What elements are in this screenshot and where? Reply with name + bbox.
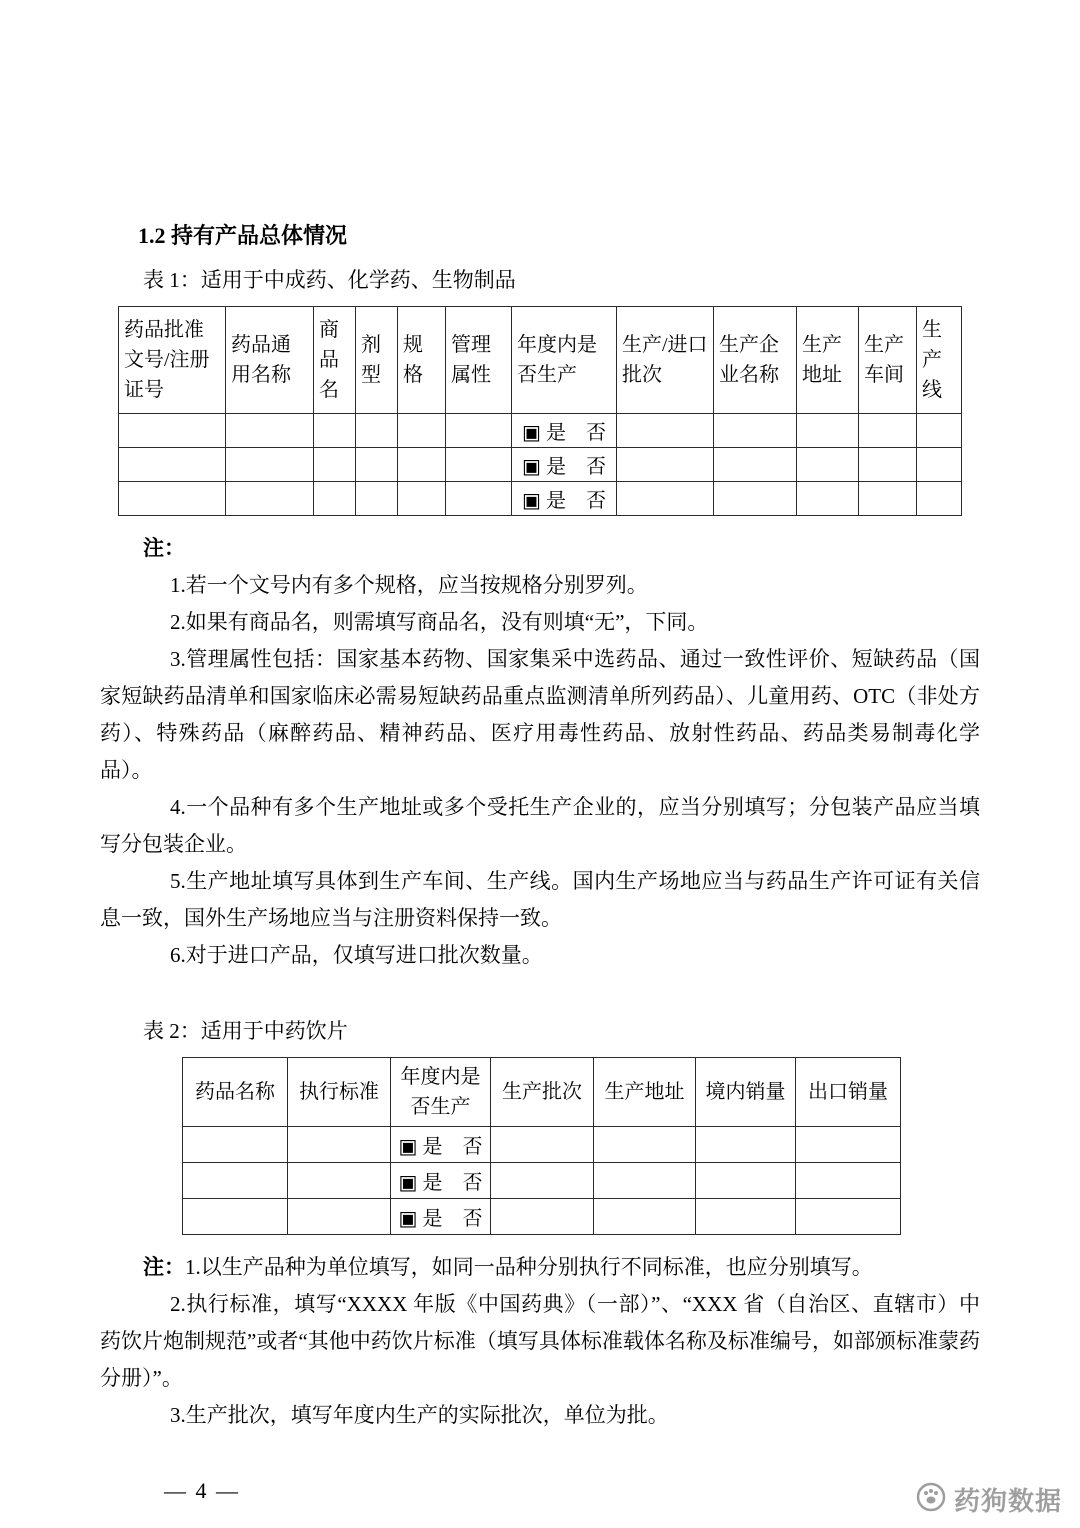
empty-cell — [226, 481, 314, 515]
empty-cell — [859, 447, 917, 481]
t1-header-production-address: 生产地址 — [797, 306, 859, 413]
produced-yes-no-checkbox: ▣ 是 否 — [391, 1127, 491, 1163]
produced-yes-no-checkbox: ▣ 是 否 — [391, 1163, 491, 1199]
empty-cell — [796, 1163, 901, 1199]
empty-cell — [859, 413, 917, 447]
table2-tcm-pieces — [182, 1057, 901, 1235]
empty-cell — [314, 481, 356, 515]
empty-cell — [356, 447, 398, 481]
table2-caption: 表 2：适用于中药饮片 — [143, 1018, 348, 1043]
watermark-text: 药狗数据 — [953, 1486, 1062, 1516]
empty-cell — [356, 413, 398, 447]
empty-cell — [183, 1163, 288, 1199]
produced-yes-no-checkbox: ▣ 是 否 — [512, 447, 617, 481]
t1-header-approval-number: 药品批准文号/注册证号 — [119, 306, 226, 413]
empty-cell — [119, 447, 226, 481]
table1-notes — [100, 530, 980, 974]
t2-header-production-address: 生产地址 — [594, 1058, 696, 1127]
note-item-text: 1.以生产品种为单位填写，如同一品种分别执行不同标准，也应分别填写。 — [185, 1255, 873, 1280]
table2-notes — [100, 1249, 980, 1434]
empty-cell — [617, 413, 714, 447]
empty-cell — [617, 481, 714, 515]
t2-header-export-sales: 出口销量 — [796, 1058, 901, 1127]
empty-cell — [696, 1199, 796, 1235]
note-item: 1.若一个文号内有多个规格，应当按规格分别罗列。 — [170, 572, 648, 597]
table2-header-row — [183, 1058, 901, 1127]
table1-row — [119, 481, 962, 515]
empty-cell — [797, 481, 859, 515]
page-number: — 4 — — [164, 1478, 240, 1504]
empty-cell — [446, 481, 512, 515]
empty-cell — [917, 413, 962, 447]
produced-yes-no-checkbox: ▣ 是 否 — [512, 413, 617, 447]
note-item: 2.执行标准，填写“XXXX 年版《中国药典》（一部）”、“XXX 省（自治区、直辖市）中药饮片炮制规范”或者“其他中药饮片标准（填写具体标准载体名称及标准编号，如部颁标准蒙药分册）”。 — [100, 1292, 980, 1391]
table1-header-row — [119, 306, 962, 413]
table1-caption: 表 1：适用于中成药、化学药、生物制品 — [143, 267, 516, 292]
t1-header-trade-name: 商品名 — [314, 306, 356, 413]
empty-cell — [714, 481, 797, 515]
empty-cell — [696, 1127, 796, 1163]
note-item: 3.生产批次，填写年度内生产的实际批次，单位为批。 — [170, 1403, 669, 1428]
note-item — [100, 1249, 980, 1286]
empty-cell — [491, 1127, 594, 1163]
note-item: 4.一个品种有多个生产地址或多个受托生产企业的，应当分别填写；分包装产品应当填写分包装企业。 — [100, 794, 980, 856]
table2-row — [183, 1199, 901, 1235]
empty-cell — [288, 1127, 391, 1163]
empty-cell — [491, 1163, 594, 1199]
empty-cell — [183, 1127, 288, 1163]
note-item: 2.如果有商品名，则需填写商品名，没有则填“无”，下同。 — [170, 609, 709, 634]
empty-cell — [119, 481, 226, 515]
empty-cell — [917, 481, 962, 515]
watermark — [916, 1481, 1062, 1518]
t1-header-production-import-batches: 生产/进口批次 — [617, 306, 714, 413]
empty-cell — [714, 413, 797, 447]
empty-cell — [917, 447, 962, 481]
t1-header-specification: 规格 — [398, 306, 446, 413]
table1-row — [119, 447, 962, 481]
empty-cell — [594, 1199, 696, 1235]
empty-cell — [183, 1199, 288, 1235]
empty-cell — [797, 447, 859, 481]
empty-cell — [594, 1163, 696, 1199]
note-item: 6.对于进口产品，仅填写进口批次数量。 — [170, 942, 543, 967]
t1-header-management-attribute: 管理属性 — [446, 306, 512, 413]
empty-cell — [446, 413, 512, 447]
empty-cell — [714, 447, 797, 481]
produced-yes-no-checkbox: ▣ 是 否 — [391, 1199, 491, 1235]
table1-row — [119, 413, 962, 447]
t1-header-dosage-form: 剂型 — [356, 306, 398, 413]
empty-cell — [288, 1163, 391, 1199]
t2-header-produced-in-year: 年度内是否生产 — [391, 1058, 491, 1127]
empty-cell — [226, 447, 314, 481]
empty-cell — [446, 447, 512, 481]
empty-cell — [398, 413, 446, 447]
empty-cell — [398, 447, 446, 481]
empty-cell — [314, 413, 356, 447]
empty-cell — [119, 413, 226, 447]
note-label: 注： — [143, 535, 185, 560]
t2-header-production-batches: 生产批次 — [491, 1058, 594, 1127]
empty-cell — [398, 481, 446, 515]
table2-row — [183, 1127, 901, 1163]
t1-header-manufacturer-name: 生产企业名称 — [714, 306, 797, 413]
empty-cell — [796, 1199, 901, 1235]
empty-cell — [226, 413, 314, 447]
produced-yes-no-checkbox: ▣ 是 否 — [512, 481, 617, 515]
empty-cell — [796, 1127, 901, 1163]
note-label: 注： — [143, 1255, 185, 1280]
t1-header-produced-in-year: 年度内是否生产 — [512, 306, 617, 413]
empty-cell — [617, 447, 714, 481]
t2-header-domestic-sales: 境内销量 — [696, 1058, 796, 1127]
t1-header-production-line: 生产线 — [917, 306, 962, 413]
empty-cell — [288, 1199, 391, 1235]
table2-row — [183, 1163, 901, 1199]
empty-cell — [797, 413, 859, 447]
t1-header-workshop: 生产车间 — [859, 306, 917, 413]
empty-cell — [696, 1163, 796, 1199]
watermark-logo-icon — [916, 1482, 946, 1517]
empty-cell — [356, 481, 398, 515]
note-item: 5.生产地址填写具体到生产车间、生产线。国内生产场地应当与药品生产许可证有关信息一致，国外生产场地应当与注册资料保持一致。 — [100, 868, 980, 930]
table1-products-overview — [118, 306, 962, 516]
empty-cell — [859, 481, 917, 515]
t2-header-executed-standard: 执行标准 — [288, 1058, 391, 1127]
t2-header-drug-name: 药品名称 — [183, 1058, 288, 1127]
section-title: 1.2 持有产品总体情况 — [138, 223, 348, 248]
note-item: 3.管理属性包括：国家基本药物、国家集采中选药品、通过一致性评价、短缺药品（国家短缺药品清单和国家临床必需易短缺药品重点监测清单所列药品）、儿童用药、OTC（非处方药）、特殊药品（麻醉药品、精神药品、医疗用毒性药品、放射性药品、药品类易制毒化学品）。 — [100, 646, 980, 782]
t1-header-generic-name: 药品通用名称 — [226, 306, 314, 413]
empty-cell — [314, 447, 356, 481]
empty-cell — [594, 1127, 696, 1163]
empty-cell — [491, 1199, 594, 1235]
